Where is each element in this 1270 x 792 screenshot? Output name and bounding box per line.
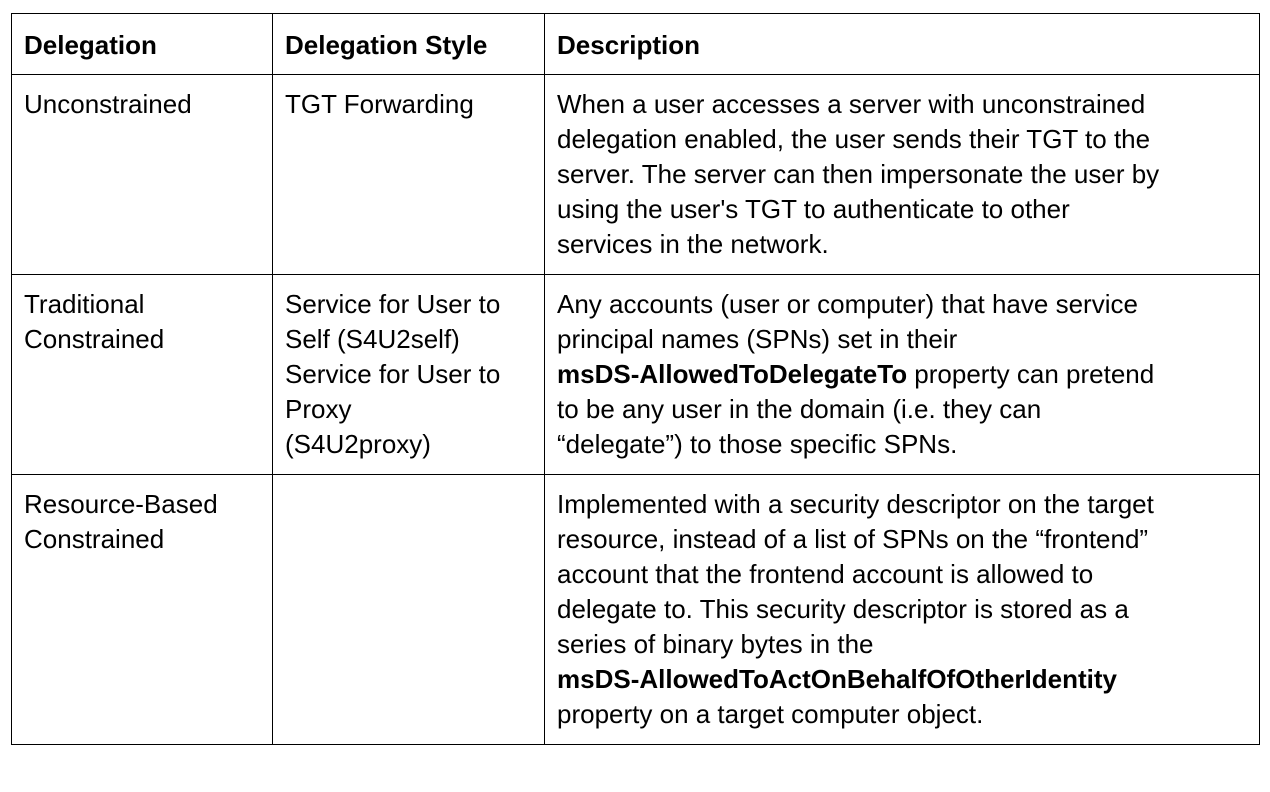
header-delegation-style: Delegation Style xyxy=(273,14,545,75)
description-text: services in the network. xyxy=(557,229,829,259)
delegation-style-cell-line: (S4U2proxy) xyxy=(285,429,431,459)
table-row xyxy=(12,275,1260,475)
delegation-table xyxy=(11,13,1260,745)
table-body xyxy=(12,14,1260,745)
description-text: property can pretend xyxy=(907,359,1155,389)
table-row xyxy=(12,75,1260,275)
description-line xyxy=(557,627,1249,662)
description-cell xyxy=(545,475,1260,745)
description-text: principal names (SPNs) set in their xyxy=(557,324,958,354)
description-text: using the user's TGT to authenticate to other xyxy=(557,194,1070,224)
description-text: to be any user in the domain (i.e. they can xyxy=(557,394,1042,424)
description-text: resource, instead of a list of SPNs on the “frontend” xyxy=(557,524,1149,554)
description-text: When a user accesses a server with unconstrained xyxy=(557,89,1146,119)
description-line xyxy=(557,392,1249,427)
description-line xyxy=(557,322,1249,357)
description-text: server. The server can then impersonate the user by xyxy=(557,159,1160,189)
description-text: “delegate”) to those specific SPNs. xyxy=(557,429,958,459)
delegation-cell xyxy=(12,75,273,275)
delegation-style-cell-line: TGT Forwarding xyxy=(285,89,474,119)
description-line xyxy=(557,357,1249,392)
delegation-style-cell xyxy=(273,475,545,745)
description-line xyxy=(557,287,1249,322)
description-text: Implemented with a security descriptor on the target xyxy=(557,489,1154,519)
header-description: Description xyxy=(545,14,1260,75)
description-text: series of binary bytes in the xyxy=(557,629,874,659)
delegation-style-cell-line: Self (S4U2self) xyxy=(285,324,460,354)
description-line xyxy=(557,192,1249,227)
description-line xyxy=(557,522,1249,557)
delegation-style-cell-line: Service for User to xyxy=(285,289,501,319)
delegation-style-cell xyxy=(273,75,545,275)
delegation-style-cell xyxy=(273,275,545,475)
delegation-style-cell-line: Service for User to xyxy=(285,359,501,389)
description-line xyxy=(557,592,1249,627)
description-line xyxy=(557,122,1249,157)
description-line xyxy=(557,87,1249,122)
delegation-cell-line: Traditional xyxy=(24,289,145,319)
description-line xyxy=(557,487,1249,522)
header-row xyxy=(12,14,1260,75)
table-row xyxy=(12,475,1260,745)
delegation-style-cell-line: Proxy xyxy=(285,394,352,424)
property-name: msDS-AllowedToActOnBehalfOfOtherIdentity xyxy=(557,664,1117,694)
delegation-cell-line: Resource-Based xyxy=(24,489,218,519)
delegation-cell-line: Constrained xyxy=(24,324,165,354)
delegation-cell-line: Constrained xyxy=(24,524,165,554)
description-line xyxy=(557,697,1249,732)
description-line xyxy=(557,227,1249,262)
delegation-cell xyxy=(12,475,273,745)
description-line xyxy=(557,557,1249,592)
description-cell xyxy=(545,275,1260,475)
description-text: delegation enabled, the user sends their TGT to the xyxy=(557,124,1151,154)
description-text: Any accounts (user or computer) that have service xyxy=(557,289,1138,319)
description-line xyxy=(557,157,1249,192)
description-text: account that the frontend account is allowed to xyxy=(557,559,1094,589)
description-text: delegate to. This security descriptor is stored as a xyxy=(557,594,1129,624)
description-line xyxy=(557,662,1249,697)
description-text: property on a target computer object. xyxy=(557,699,984,729)
description-cell xyxy=(545,75,1260,275)
property-name: msDS-AllowedToDelegateTo xyxy=(557,359,908,389)
delegation-cell-line: Unconstrained xyxy=(24,89,192,119)
delegation-cell xyxy=(12,275,273,475)
header-delegation: Delegation xyxy=(12,14,273,75)
description-line xyxy=(557,427,1249,462)
